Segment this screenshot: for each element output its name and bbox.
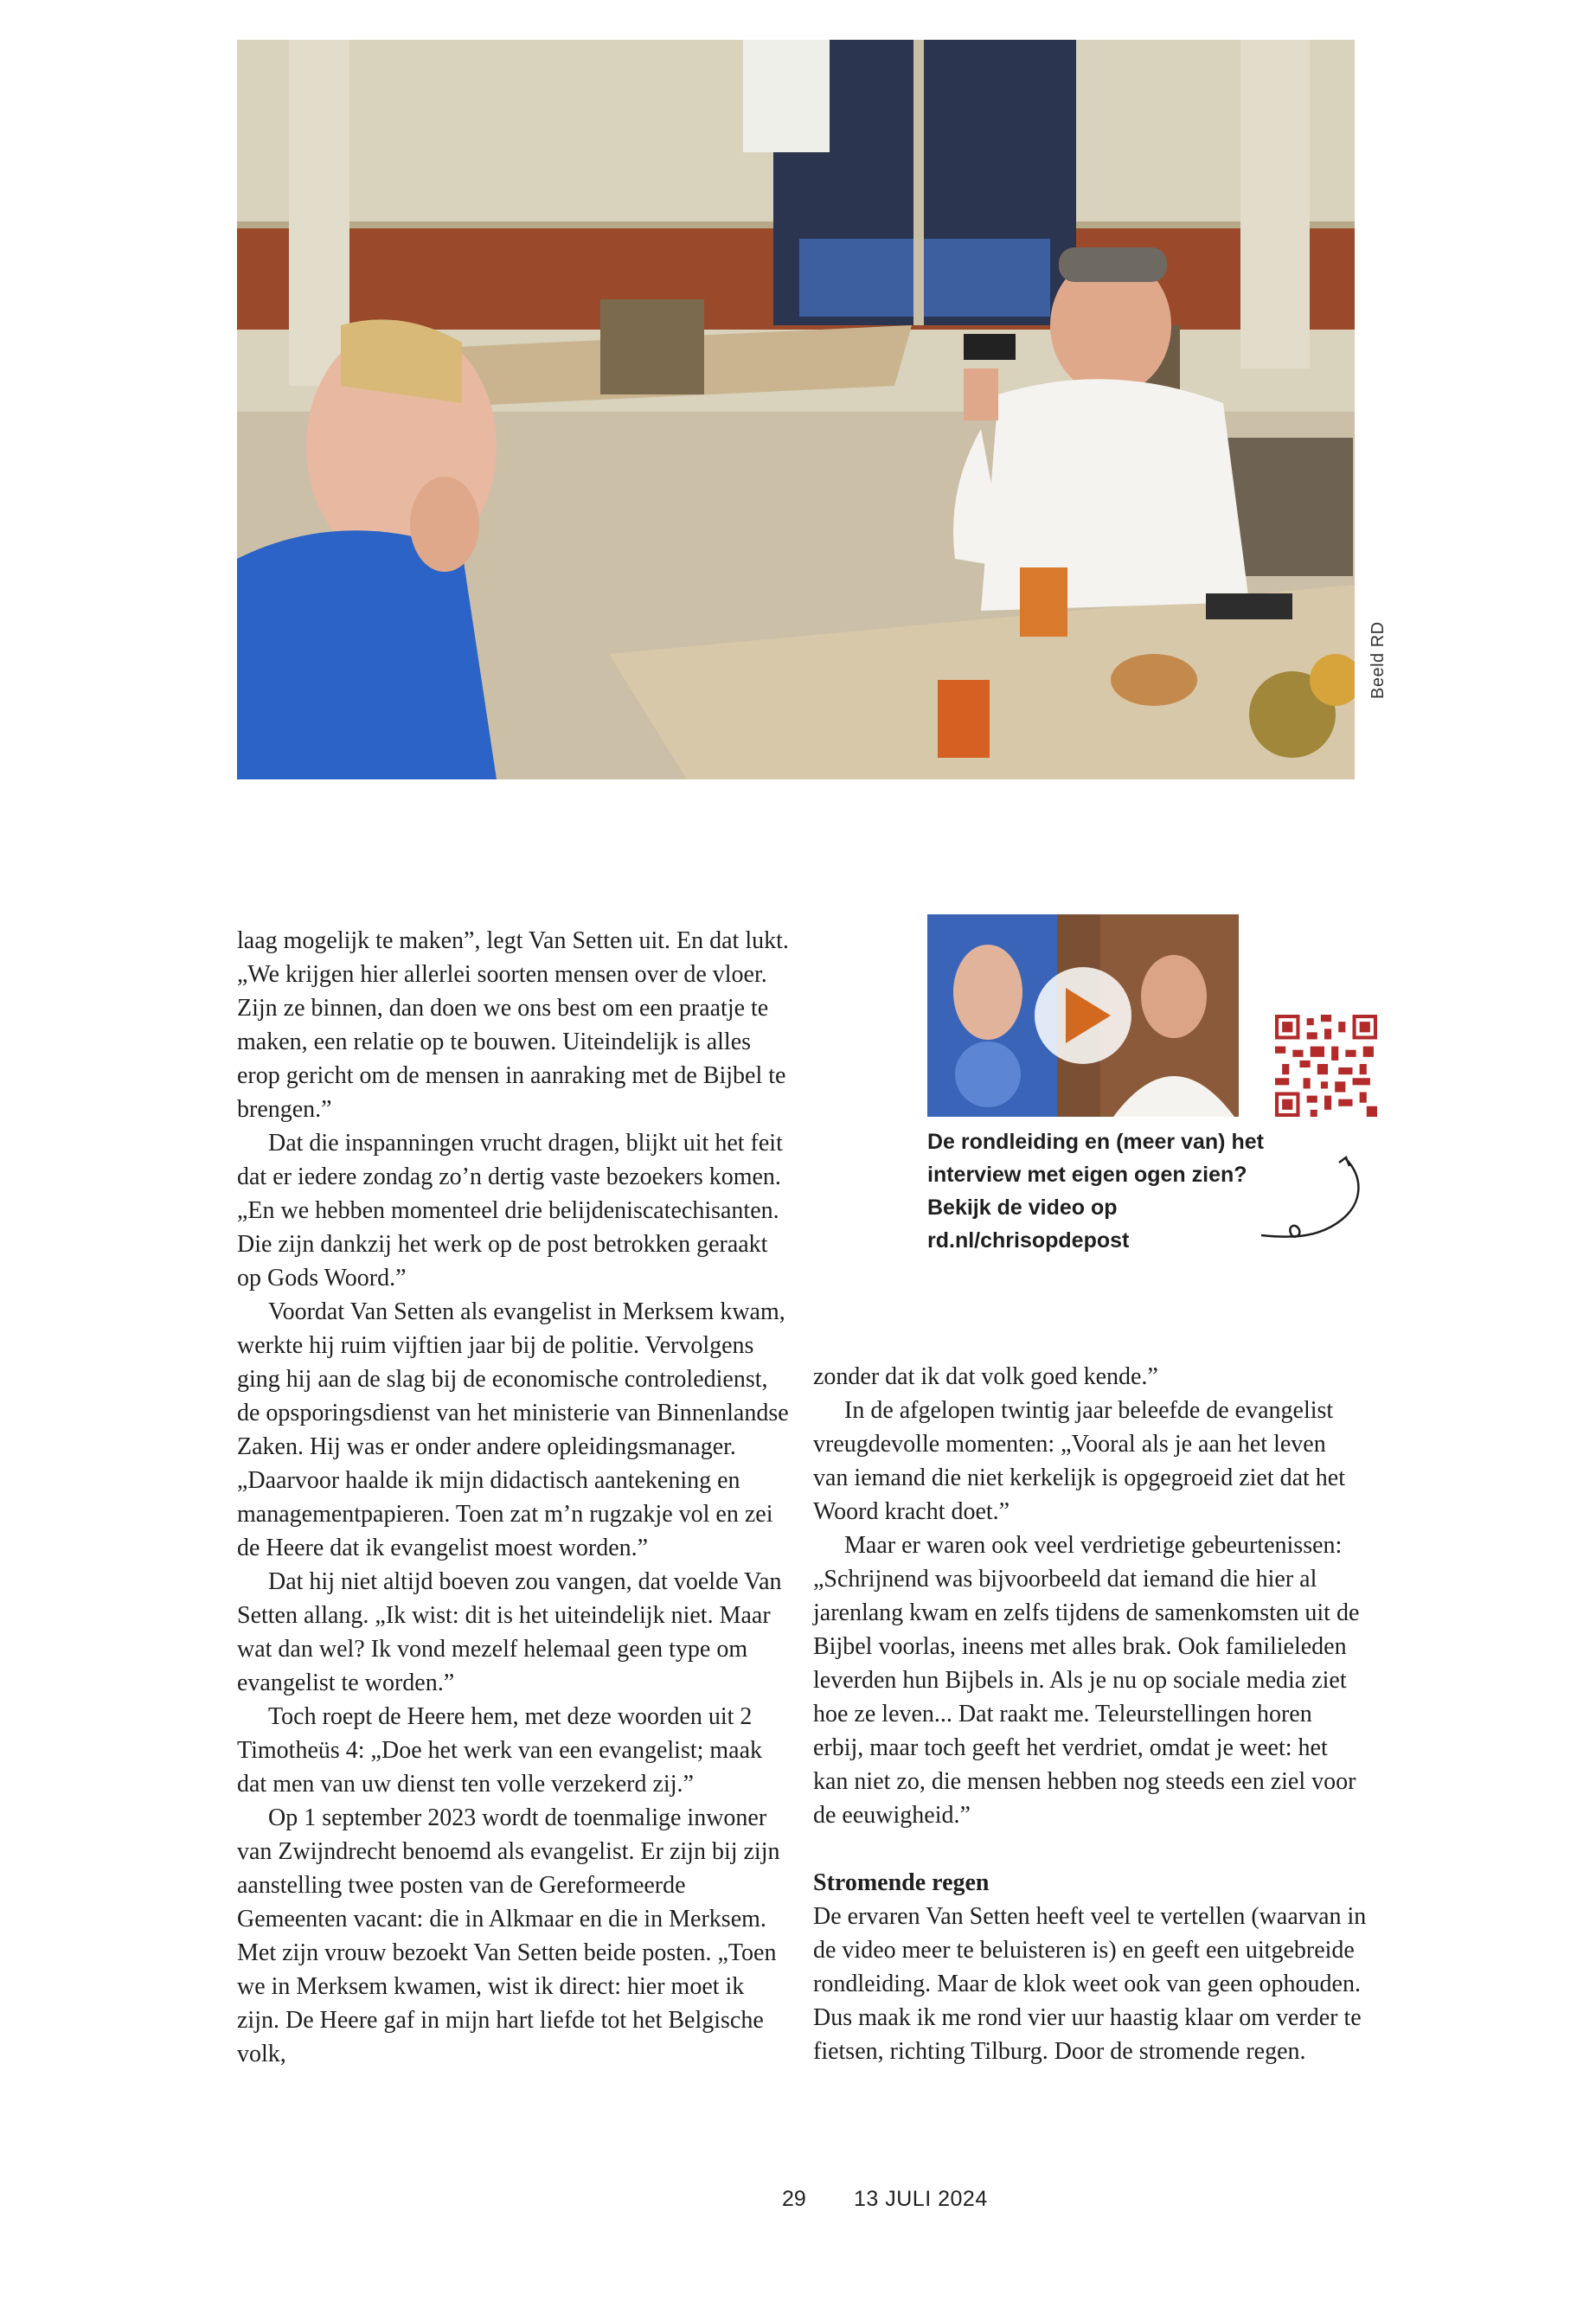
issue-date: 13 JULI 2024 — [854, 2187, 988, 2211]
article-left-column — [237, 924, 791, 2071]
paragraph: Dat die inspanningen vrucht dragen, blijkt uit het feit dat er iedere zondag zo’n dertig vaste bezoekers komen. „En we hebben momenteel drie belijdeniscatechisanten. Die zijn dankzij het werk op de post betrokken geraakt op Gods Woord.” — [237, 1130, 783, 1292]
paragraph: Toch roept de Heere hem, met deze woorden uit 2 Timotheüs 4: „Doe het werk van een evangelist; maak dat men van uw dienst ten volle verzekerd zij.” — [237, 1703, 763, 1798]
paragraph: zonder dat ik dat volk goed kende.” — [813, 1363, 1158, 1390]
article-right-column — [813, 1360, 1367, 2068]
video-caption[interactable]: De rondleiding en (meer van) het interview met eigen ogen zien? Bekijk de video op rd.nl/chrisopdepost — [927, 1130, 1264, 1253]
paragraph: Op 1 september 2023 wordt de toenmalige inwoner van Zwijndrecht benoemd als evangelist. Er zijn bij zijn aanstelling twee posten van de Gereformeerde Gemeenten vacant: die in Alkmaar en die in Merksem. Met zijn vrouw bezoekt Van Setten beide posten. „Toen we in Merksem kwamen, wist ik direct: hier moet ik zijn. De Heere gaf in mijn hart liefde tot het Belgische volk, — [237, 1804, 780, 2067]
qr-code-icon[interactable] — [1275, 1015, 1377, 1117]
paragraph: Dat hij niet altijd boeven zou vangen, dat voelde Van Setten allang. „Ik wist: dit is het uiteindelijk niet. Maar wat dan wel? Ik vond mezelf helemaal geen type om evangelist te worden.” — [237, 1568, 782, 1696]
hero-photo — [237, 40, 1355, 779]
video-still-illustration — [927, 914, 1239, 1117]
play-icon[interactable] — [1035, 967, 1131, 1064]
paragraph: Voordat Van Setten als evangelist in Merksem kwam, werkte hij ruim vijftien jaar bij de politie. Vervolgens ging hij aan de slag bij de economische controledienst, de opsporingsdienst van het ministerie van Binnenlandse Zaken. Hij was er onder andere opleidingsmanager. „Daarvoor haalde ik mijn didactisch aantekening en managementpapieren. Toen zat m’n rugzakje vol en zei de Heere dat ik evangelist moest worden.” — [237, 1298, 789, 1561]
curved-arrow-icon — [1259, 1150, 1372, 1246]
paragraph: De ervaren Van Setten heeft veel te vertellen (waarvan in de video meer te beluisteren is) en geeft een uitgebreide rondleiding. Maar de klok weet ook van geen ophouden. Dus maak ik me rond vier uur haastig klaar om verder te fietsen, richting Tilburg. Door de stromende regen. — [813, 1903, 1367, 2065]
section-subheading: Stromende regen — [813, 1869, 990, 1896]
page-number: 29 — [782, 2187, 806, 2211]
interview-scene-illustration — [237, 40, 1355, 779]
paragraph: Maar er waren ook veel verdrietige gebeurtenissen: „Schrijnend was bijvoorbeeld dat iemand die hier al jarenlang kwam en zelfs tijdens de samenkomsten uit de Bijbel voorlas, ineens met alles brak. Ook familieleden leverden hun Bijbels in. Als je nu op sociale media ziet hoe ze leven... Dat raakt me. Teleurstellingen horen erbij, maar toch geeft het verdriet, omdat je weet: het kan niet zo, die mensen hebben nog steeds een ziel voor de eeuwigheid.” — [813, 1532, 1360, 1829]
paragraph: In de afgelopen twintig jaar beleefde de evangelist vreugdevolle momenten: „Vooral als je aan het leven van iemand die niet kerkelijk is opgegroeid ziet dat het Woord kracht doet.” — [813, 1397, 1346, 1525]
video-thumbnail[interactable] — [927, 914, 1239, 1117]
paragraph: laag mogelijk te maken”, legt Van Setten uit. En dat lukt. „We krijgen hier allerlei soorten mensen over de vloer. Zijn ze binnen, dan doen we ons best om een praatje te maken, een relatie op te bouwen. Uiteindelijk is alles erop gericht om de mensen in aanraking met de Bijbel te brengen.” — [237, 927, 789, 1123]
photo-credit: Beeld RD — [1368, 621, 1388, 699]
